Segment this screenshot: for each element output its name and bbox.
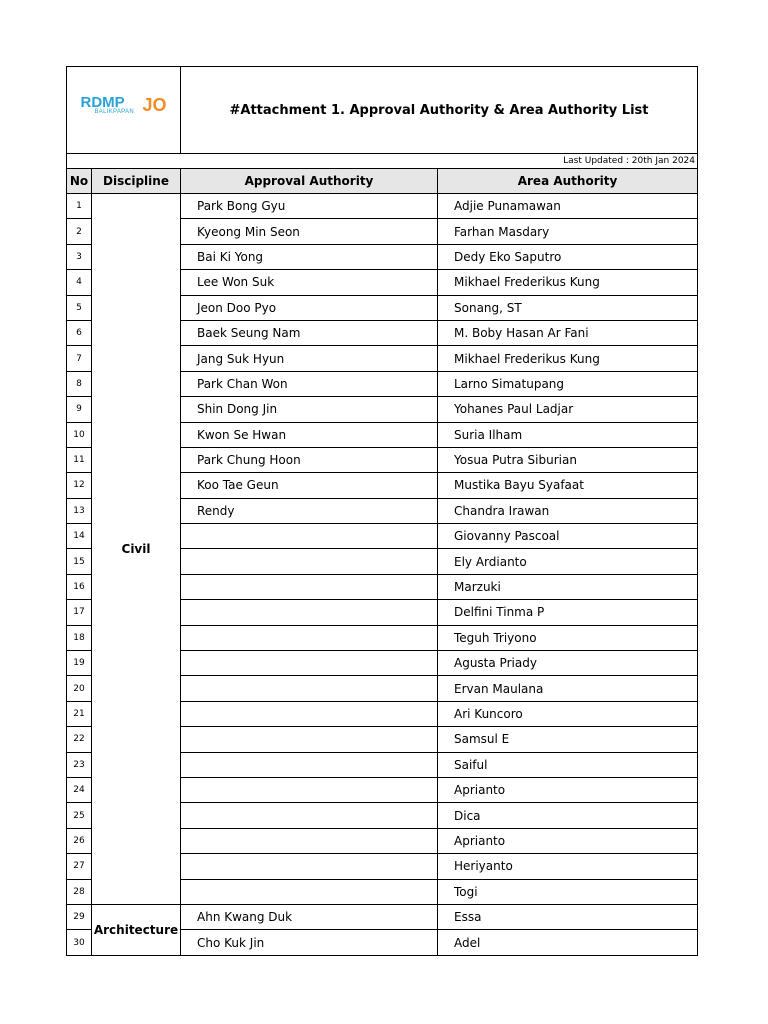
approval-authority-cell <box>181 879 438 904</box>
row-number: 23 <box>67 752 92 777</box>
area-authority-cell: Teguh Triyono <box>438 625 698 650</box>
area-authority-cell: Samsul E <box>438 727 698 752</box>
row-number: 5 <box>67 295 92 320</box>
row-number: 9 <box>67 397 92 422</box>
approval-authority-cell <box>181 549 438 574</box>
area-authority-cell: Aprianto <box>438 777 698 802</box>
approval-authority-cell: Ahn Kwang Duk <box>181 904 438 929</box>
approval-authority-cell <box>181 701 438 726</box>
area-authority-cell: Ari Kuncoro <box>438 701 698 726</box>
approval-authority-cell: Kwon Se Hwan <box>181 422 438 447</box>
row-number: 10 <box>67 422 92 447</box>
header-area-authority: Area Authority <box>438 169 698 194</box>
row-number: 6 <box>67 320 92 345</box>
column-header-row <box>67 169 698 194</box>
row-number: 15 <box>67 549 92 574</box>
discipline-cell: Architecture <box>92 904 181 955</box>
rdmp-jo-logo <box>81 94 167 122</box>
row-number: 26 <box>67 828 92 853</box>
approval-authority-cell: Koo Tae Geun <box>181 473 438 498</box>
area-authority-cell: Sonang, ST <box>438 295 698 320</box>
row-number: 24 <box>67 777 92 802</box>
area-authority-cell: Heriyanto <box>438 854 698 879</box>
area-authority-cell: Yohanes Paul Ladjar <box>438 397 698 422</box>
area-authority-cell: Mikhael Frederikus Kung <box>438 270 698 295</box>
area-authority-cell: Essa <box>438 904 698 929</box>
approval-authority-cell: Baek Seung Nam <box>181 320 438 345</box>
logo-sub-text: BALIKPAPAN <box>94 109 134 115</box>
area-authority-cell: Saiful <box>438 752 698 777</box>
discipline-cell: Civil <box>92 194 181 905</box>
row-number: 21 <box>67 701 92 726</box>
approval-authority-cell: Jang Suk Hyun <box>181 346 438 371</box>
row-number: 12 <box>67 473 92 498</box>
row-number: 25 <box>67 803 92 828</box>
authority-table <box>66 66 698 956</box>
approval-authority-cell <box>181 574 438 599</box>
area-authority-cell: Larno Simatupang <box>438 371 698 396</box>
row-number: 28 <box>67 879 92 904</box>
row-number: 7 <box>67 346 92 371</box>
approval-authority-cell: Bai Ki Yong <box>181 244 438 269</box>
area-authority-cell: Yosua Putra Siburian <box>438 447 698 472</box>
area-authority-cell: Aprianto <box>438 828 698 853</box>
area-authority-cell: Marzuki <box>438 574 698 599</box>
table-row <box>67 194 698 219</box>
row-number: 14 <box>67 524 92 549</box>
approval-authority-cell <box>181 854 438 879</box>
row-number: 18 <box>67 625 92 650</box>
last-updated: Last Updated : 20th Jan 2024 <box>67 154 698 169</box>
header-approval-authority: Approval Authority <box>181 169 438 194</box>
row-number: 29 <box>67 904 92 929</box>
logo-main-text: RDMP <box>80 94 125 111</box>
row-number: 22 <box>67 727 92 752</box>
header-discipline: Discipline <box>92 169 181 194</box>
row-number: 1 <box>67 194 92 219</box>
row-number: 27 <box>67 854 92 879</box>
row-number: 17 <box>67 600 92 625</box>
area-authority-cell: Delfini Tinma P <box>438 600 698 625</box>
row-number: 30 <box>67 930 92 955</box>
area-authority-cell: Dedy Eko Saputro <box>438 244 698 269</box>
area-authority-cell: Adjie Punamawan <box>438 194 698 219</box>
logo-accent-text: JO <box>142 95 167 115</box>
logo-cell <box>67 67 181 154</box>
area-authority-cell: Farhan Masdary <box>438 219 698 244</box>
approval-authority-cell: Kyeong Min Seon <box>181 219 438 244</box>
area-authority-cell: Chandra Irawan <box>438 498 698 523</box>
approval-authority-cell <box>181 676 438 701</box>
approval-authority-cell: Jeon Doo Pyo <box>181 295 438 320</box>
approval-authority-cell: Park Bong Gyu <box>181 194 438 219</box>
approval-authority-cell <box>181 651 438 676</box>
area-authority-cell: Ervan Maulana <box>438 676 698 701</box>
approval-authority-cell <box>181 828 438 853</box>
row-number: 2 <box>67 219 92 244</box>
approval-authority-cell <box>181 524 438 549</box>
area-authority-cell: Adel <box>438 930 698 955</box>
approval-authority-cell: Shin Dong Jin <box>181 397 438 422</box>
approval-authority-cell: Park Chan Won <box>181 371 438 396</box>
table-row <box>67 904 698 929</box>
header-no: No <box>67 169 92 194</box>
approval-authority-cell <box>181 625 438 650</box>
row-number: 19 <box>67 651 92 676</box>
approval-authority-cell: Rendy <box>181 498 438 523</box>
area-authority-cell: Mikhael Frederikus Kung <box>438 346 698 371</box>
approval-authority-cell: Cho Kuk Jin <box>181 930 438 955</box>
row-number: 13 <box>67 498 92 523</box>
row-number: 8 <box>67 371 92 396</box>
area-authority-cell: Ely Ardianto <box>438 549 698 574</box>
area-authority-cell: Mustika Bayu Syafaat <box>438 473 698 498</box>
area-authority-cell: Giovanny Pascoal <box>438 524 698 549</box>
approval-authority-cell <box>181 600 438 625</box>
approval-authority-cell: Lee Won Suk <box>181 270 438 295</box>
row-number: 3 <box>67 244 92 269</box>
row-number: 4 <box>67 270 92 295</box>
row-number: 20 <box>67 676 92 701</box>
area-authority-cell: Suria Ilham <box>438 422 698 447</box>
approval-authority-cell: Park Chung Hoon <box>181 447 438 472</box>
approval-authority-cell <box>181 777 438 802</box>
area-authority-cell: Dica <box>438 803 698 828</box>
area-authority-cell: Agusta Priady <box>438 651 698 676</box>
document-title: #Attachment 1. Approval Authority & Area Authority List <box>181 67 698 154</box>
area-authority-cell: Togi <box>438 879 698 904</box>
approval-authority-cell <box>181 727 438 752</box>
row-number: 16 <box>67 574 92 599</box>
row-number: 11 <box>67 447 92 472</box>
area-authority-cell: M. Boby Hasan Ar Fani <box>438 320 698 345</box>
approval-authority-cell <box>181 752 438 777</box>
approval-authority-cell <box>181 803 438 828</box>
